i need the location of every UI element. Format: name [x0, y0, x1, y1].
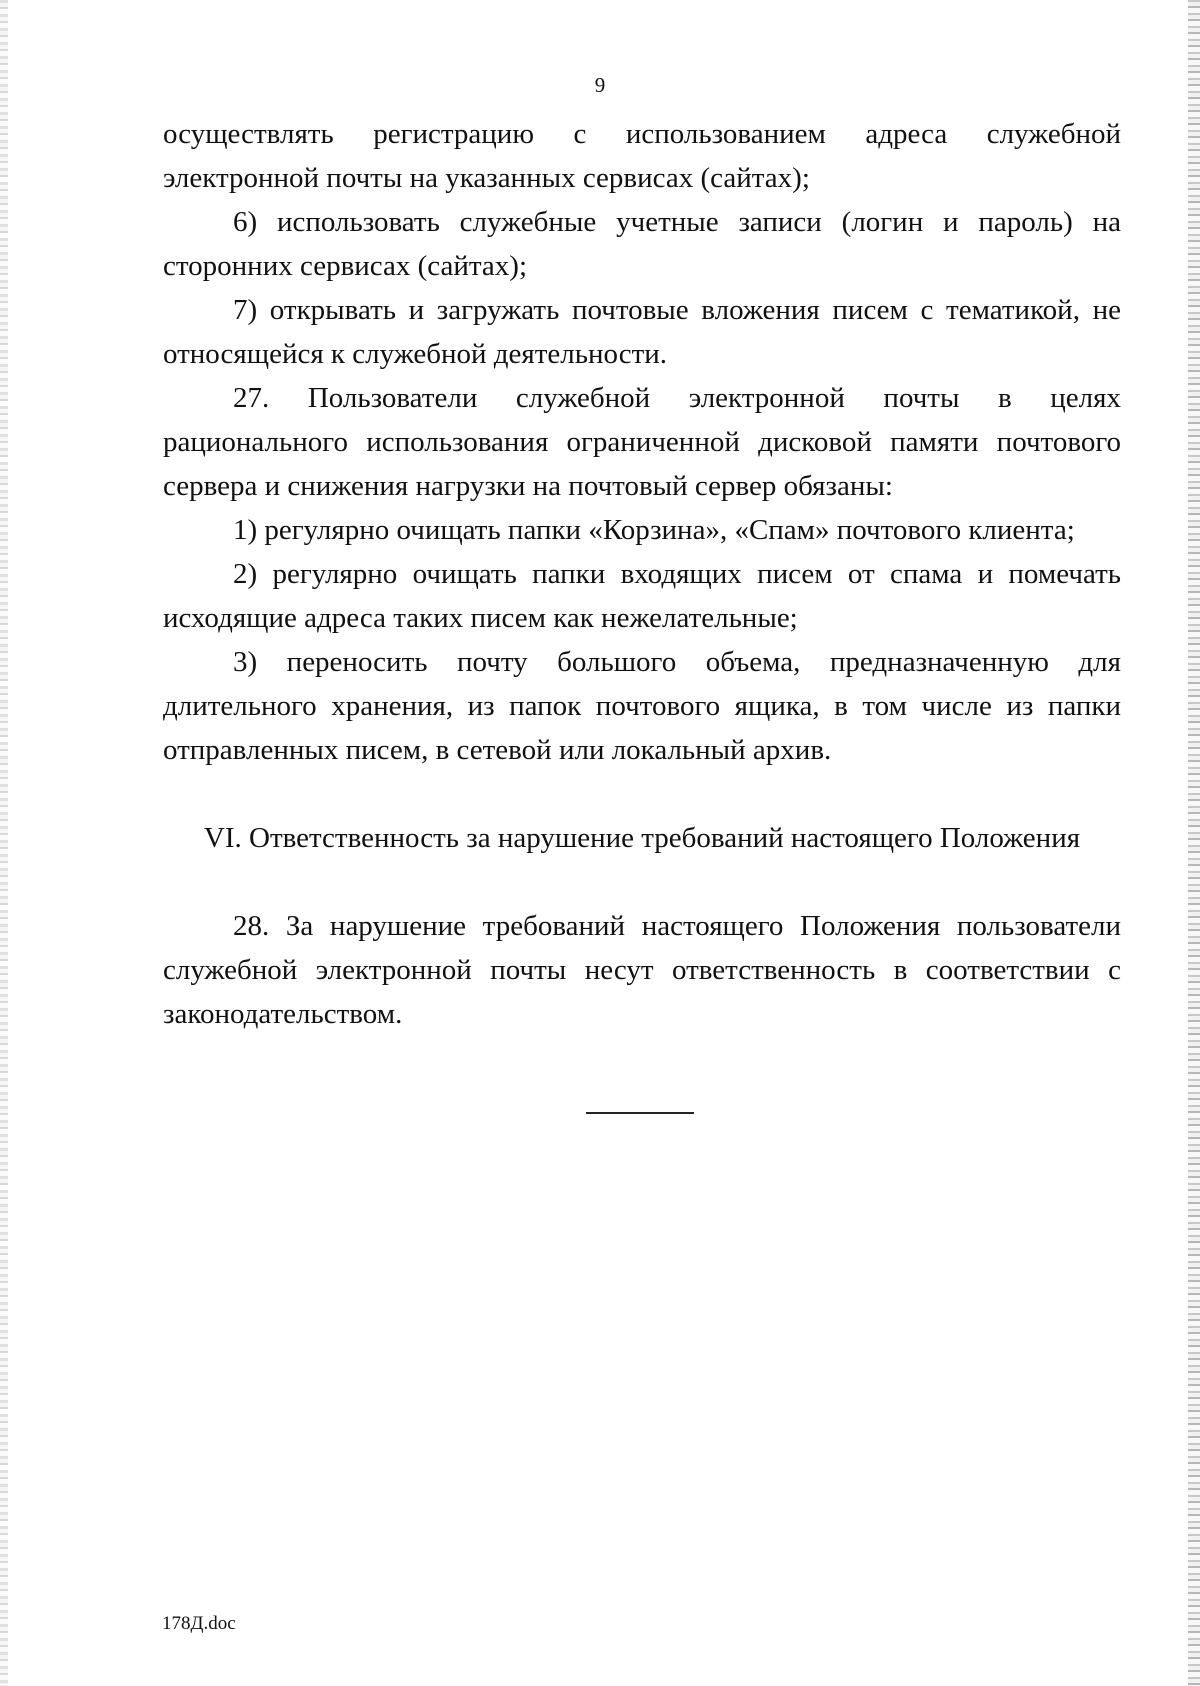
document-body: [163, 112, 1121, 1036]
paragraph-item-7: 7) открывать и загружать почтовые вложения писем с тематикой, не относящейся к служебной деятельности.: [163, 294, 1121, 370]
section-heading: VI. Ответственность за нарушение требований настоящего Положения: [203, 822, 1081, 854]
paragraph-clause-27: 27. Пользователи служебной электронной почты в целях рационального использования ограниченной дисковой памяти почтового сервера и снижения нагрузки на почтовый сервер обязаны:: [163, 382, 1121, 502]
scan-edge-left: [0, 0, 8, 1686]
paragraph-item-6: 6) использовать служебные учетные записи (логин и пароль) на сторонних сервисах (сайтах);: [163, 206, 1121, 282]
scan-edge-right: [1188, 0, 1200, 1686]
paragraph-clause-28: 28. За нарушение требований настоящего Положения пользователи служебной электронной почты несут ответственность в соответствии с законодательством.: [163, 910, 1121, 1030]
file-name-footer: 178Д.doc: [162, 1613, 236, 1634]
paragraph-item-2: 2) регулярно очищать папки входящих писем от спама и помечать исходящие адреса таких писем как нежелательные;: [163, 558, 1121, 634]
paragraph-item-1: 1) регулярно очищать папки «Корзина», «Спам» почтового клиента;: [233, 514, 1075, 546]
end-divider: [586, 1112, 694, 1114]
paragraph-item-3: 3) переносить почту большого объема, предназначенную для длительного хранения, из папок почтового ящика, в том числе из папки отправленных писем, в сетевой или локальный архив.: [163, 646, 1121, 766]
page-number: 9: [594, 73, 606, 97]
paragraph-continuation: осуществлять регистрацию с использованием адреса служебной электронной почты на указанных сервисах (сайтах);: [163, 118, 1121, 194]
